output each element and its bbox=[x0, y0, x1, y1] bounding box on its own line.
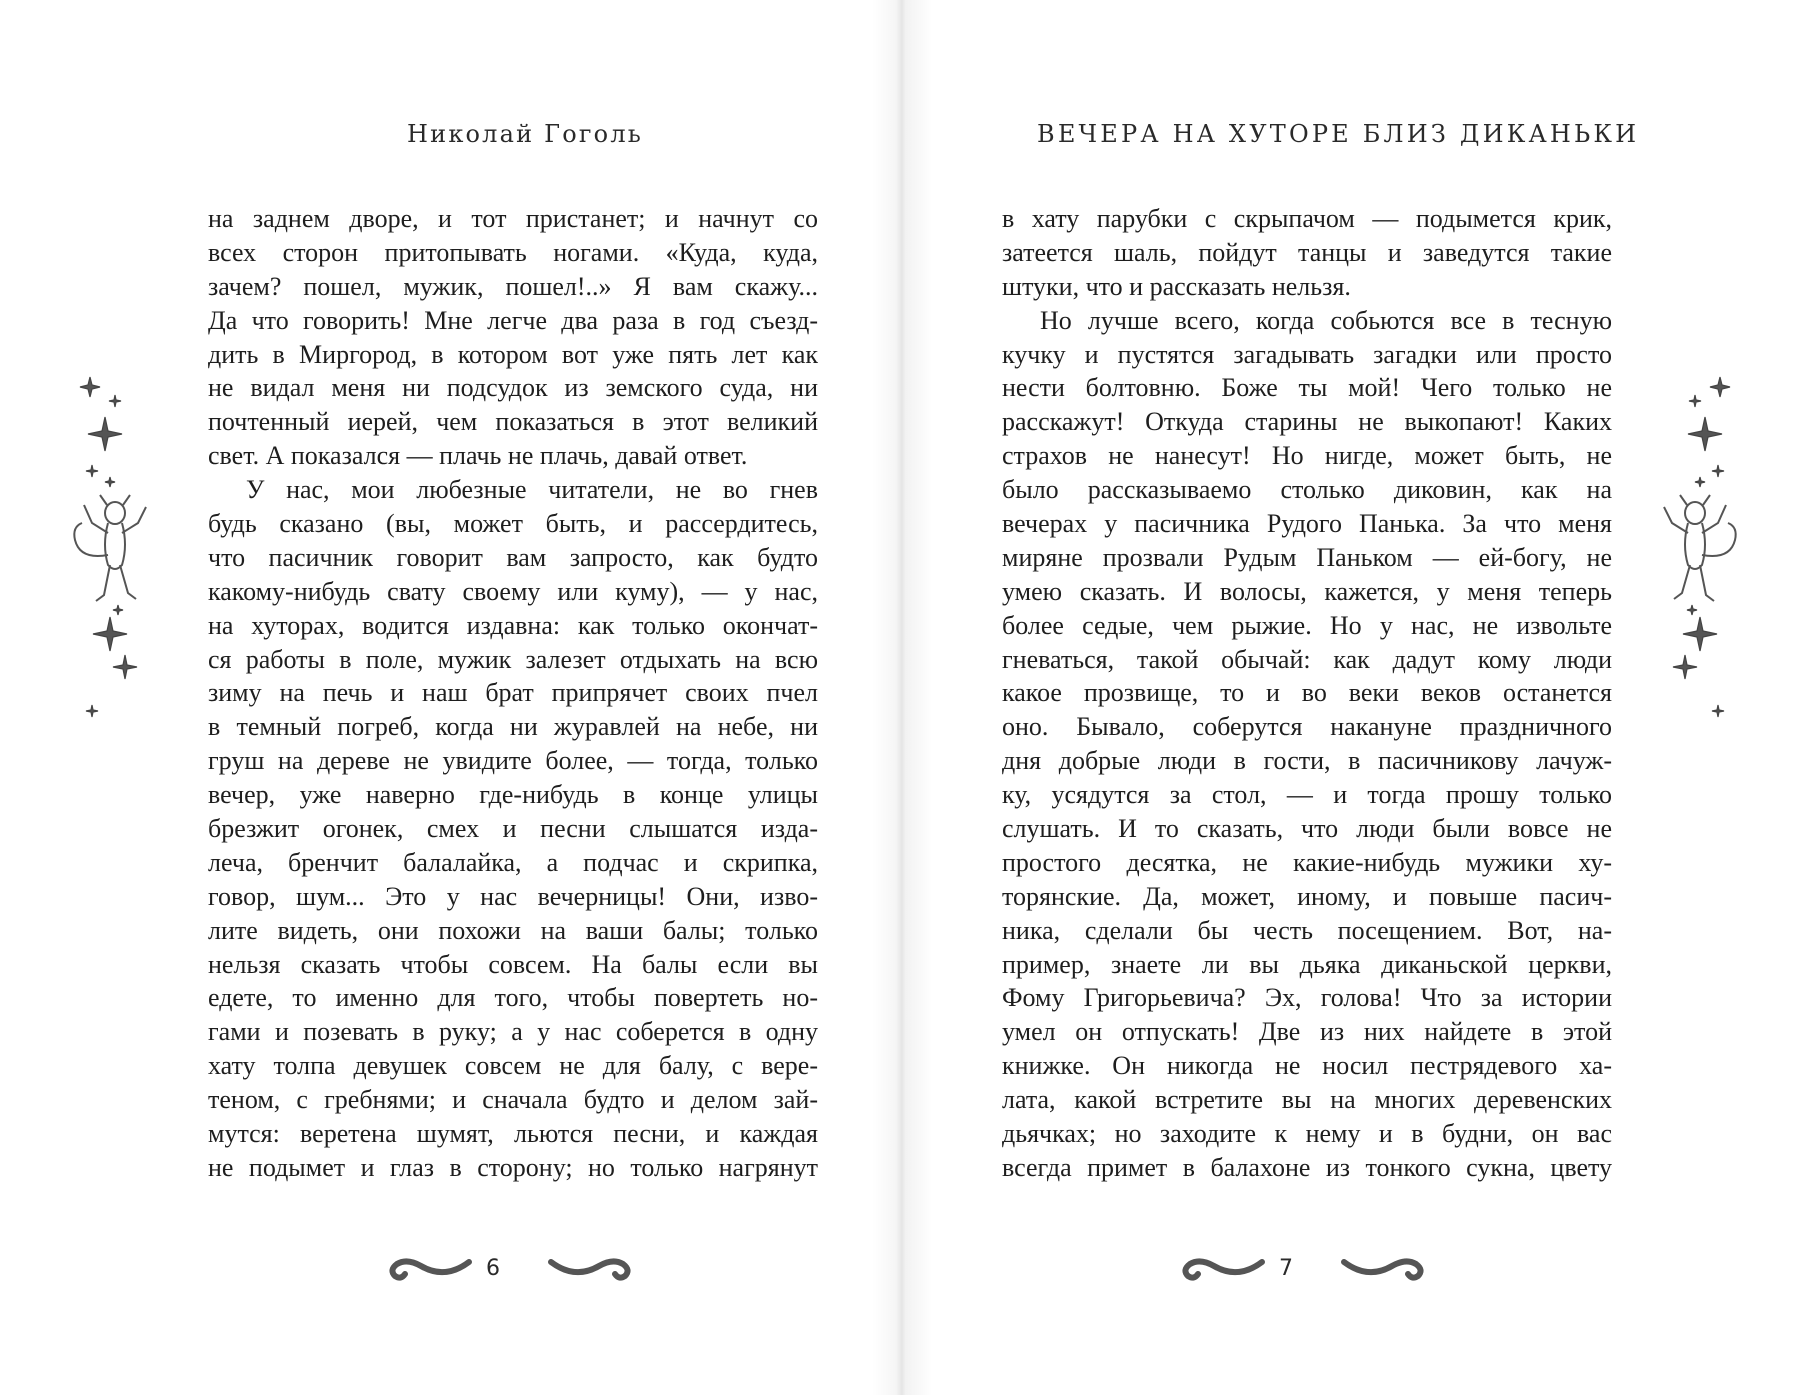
text-line: нельзя сказать чтобы совсем. На балы если вы bbox=[208, 949, 818, 979]
text-line: миряне прозвали Рудым Паньком — ей-богу, не bbox=[1002, 542, 1612, 572]
text-line: леча, бренчит балалайка, а подчас и скрипка, bbox=[208, 847, 818, 877]
body-text-left bbox=[208, 202, 818, 1185]
text-line: книжке. Он никогда не носил пестрядевого ха- bbox=[1002, 1051, 1612, 1081]
text-line: было рассказываемо столько диковин, как на bbox=[1002, 475, 1612, 505]
devil-ornament-icon bbox=[1650, 355, 1740, 725]
text-line: не видал меня ни подсудок из земского суда, ни bbox=[208, 373, 818, 403]
text-line: какому-нибудь свату своему или куму), — у нас, bbox=[208, 576, 818, 606]
text-line: ку, усядутся за стол, — и тогда прошу только bbox=[1002, 780, 1612, 810]
swirl-right-icon bbox=[1338, 1248, 1428, 1288]
text-line: почтенный иерей, чем показаться в этот великий bbox=[208, 407, 818, 437]
text-line: на заднем дворе, и тот пристанет; и начнут со bbox=[208, 204, 818, 233]
text-line: на хуторах, водится издавна: как только окончат- bbox=[208, 610, 818, 640]
text-line: нести болтовню. Боже ты мой! Чего только не bbox=[1002, 373, 1612, 403]
text-line: в хату парубки с скрыпачом — подымется крик, bbox=[1002, 204, 1612, 233]
text-line: вечер, уже наверно где-нибудь в конце улицы bbox=[208, 780, 818, 810]
text-line: едете, то именно для того, чтобы повертеть но- bbox=[208, 983, 818, 1013]
text-line: лата, какой встретите вы на многих деревенских bbox=[1002, 1085, 1612, 1115]
text-line: теном, с гребнями; и сначала будто и делом зай- bbox=[208, 1085, 818, 1115]
swirl-right-icon bbox=[545, 1248, 635, 1288]
text-line: простого десятка, не какие-нибудь мужики ху- bbox=[1002, 847, 1612, 877]
text-line: груш на дереве не увидите более, — тогда, только bbox=[208, 746, 818, 776]
text-line: страхов не нанесут! Но нигде, может быть, не bbox=[1002, 441, 1612, 471]
text-line: затеется шаль, пойдут танцы и заведутся такие bbox=[1002, 237, 1612, 267]
swirl-left-icon bbox=[1178, 1248, 1268, 1288]
text-line: говор, шум... Это у нас вечерницы! Они, изво- bbox=[208, 881, 818, 911]
text-line: торянские. Да, может, иному, и повыше пасич- bbox=[1002, 881, 1612, 911]
text-line: не подымет и глаз в сторону; но только нагрянут bbox=[208, 1152, 818, 1182]
text-line: более седые, чем рыжие. Но у нас, не извольте bbox=[1002, 610, 1612, 640]
running-header-author: Николай Гоголь bbox=[407, 120, 644, 148]
running-header-title: ВЕЧЕРА НА ХУТОРЕ БЛИЗ ДИКАНЬКИ bbox=[1037, 120, 1640, 148]
text-line: всех сторон притопывать ногами. «Куда, куда, bbox=[208, 237, 818, 267]
text-line: лите видеть, они похожи на ваши балы; только bbox=[208, 915, 818, 945]
text-line: Фому Григорьевича? Эх, голова! Что за истории bbox=[1002, 983, 1612, 1013]
text-line: оно. Бывало, соберутся накануне праздничного bbox=[1002, 712, 1612, 742]
text-line: свет. А показался — плачь не плачь, давай ответ. bbox=[208, 441, 748, 471]
text-line: Да что говорить! Мне легче два раза в год съезд- bbox=[208, 305, 818, 335]
text-line: умею сказать. И волосы, кажется, у меня теперь bbox=[1002, 576, 1612, 606]
text-line: дить в Миргород, в котором вот уже пять лет как bbox=[208, 339, 818, 369]
text-line: слушать. И то сказать, что люди были вовсе не bbox=[1002, 814, 1612, 844]
body-text-right bbox=[1002, 202, 1612, 1185]
text-line: вечерах у пасичника Рудого Панька. За что меня bbox=[1002, 509, 1612, 539]
text-line: хату толпа девушек совсем не для балу, с вере- bbox=[208, 1051, 818, 1081]
text-line: дня добрые люди в гости, в пасичникову лачуж- bbox=[1002, 746, 1612, 776]
text-line: пример, знаете ли вы дьяка диканьской церкви, bbox=[1002, 949, 1612, 979]
text-line: У нас, мои любезные читатели, не во гнев bbox=[246, 475, 818, 505]
text-line: мутся: веретена шумят, льются песни, и каждая bbox=[208, 1119, 818, 1149]
text-line: в темный погреб, когда ни журавлей на небе, ни bbox=[208, 712, 818, 742]
text-line: умел он отпускать! Две из них найдете в этой bbox=[1002, 1017, 1612, 1047]
page-number: 7 bbox=[1279, 1256, 1293, 1281]
text-line: гневаться, такой обычай: как дадут кому люди bbox=[1002, 644, 1612, 674]
text-line: штуки, что и рассказать нельзя. bbox=[1002, 271, 1351, 301]
text-line: брезжит огонек, смех и песни слышатся изда- bbox=[208, 814, 818, 844]
text-line: что пасичник говорит вам запросто, как будто bbox=[208, 542, 818, 572]
text-line: будь сказано (вы, может быть, и рассердитесь, bbox=[208, 509, 818, 539]
text-line: ся работы в поле, мужик залезет отдыхать на всю bbox=[208, 644, 818, 674]
swirl-left-icon bbox=[385, 1248, 475, 1288]
text-line: расскажут! Откуда старины не выкопают! Каких bbox=[1002, 407, 1612, 437]
page-number: 6 bbox=[486, 1256, 500, 1281]
book-gutter bbox=[872, 0, 932, 1395]
text-line: Но лучше всего, когда собьются все в тесную bbox=[1040, 305, 1612, 335]
text-line: гами и позевать в руку; а у нас соберется в одну bbox=[208, 1017, 818, 1047]
text-line: дьячках; но заходите к нему и в будни, он вас bbox=[1002, 1119, 1612, 1149]
text-line: какое прозвище, то и во веки веков останется bbox=[1002, 678, 1612, 708]
devil-ornament-icon bbox=[70, 355, 160, 725]
text-line: зиму на печь и наш брат припрячет своих пчел bbox=[208, 678, 818, 708]
text-line: кучку и пустятся загадывать загадки или просто bbox=[1002, 339, 1612, 369]
text-line: всегда примет в балахоне из тонкого сукна, цвету bbox=[1002, 1152, 1612, 1182]
text-line: ника, сделали бы честь посещением. Вот, на- bbox=[1002, 915, 1612, 945]
text-line: зачем? пошел, мужик, пошел!..» Я вам скажу... bbox=[208, 271, 818, 301]
